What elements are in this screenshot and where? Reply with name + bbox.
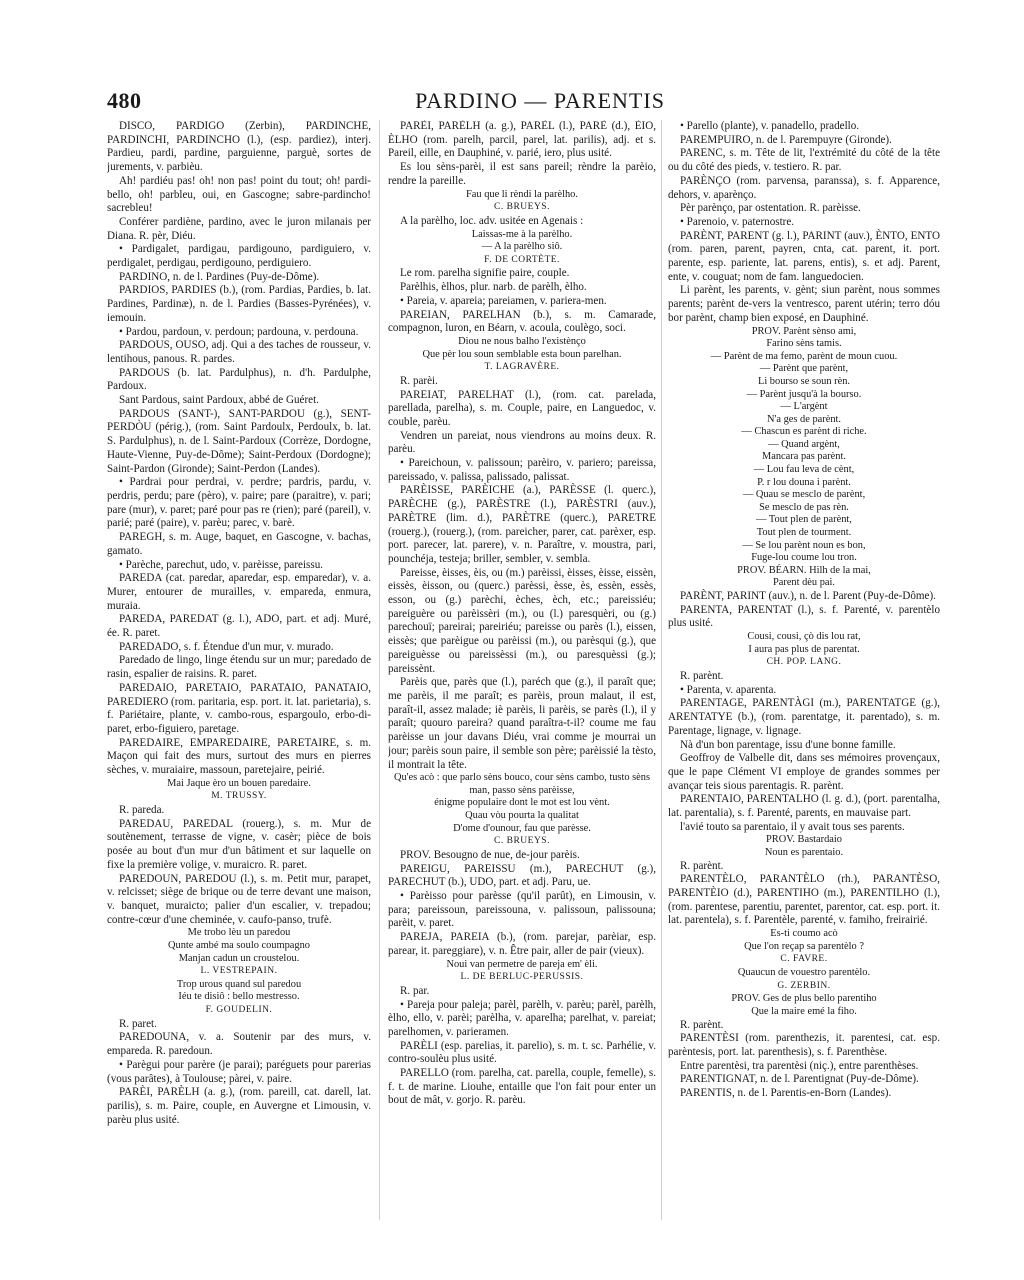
entries-block: [668, 670, 940, 834]
quote-source: L. DE BERLUC-PERUSSIS.: [460, 972, 584, 983]
dictionary-entry: PAREGH, s. m. Auge, baquet, en Gascogne, v. bachas, gamato.: [107, 531, 371, 557]
quote-line: Me trobo lèu un paredou: [187, 927, 291, 939]
dictionary-entry: PARÈISSE, PARÈICHE (a.), PARÈSSE (l. querc.), PARÈCHE (g.), PARÈSTRE (l.), PARÈSTRI (auv.), PARÈTRE (lim. d.), PARÈTRE (querc.), PARETRE (rouerg.), (rouerg.), (rom. pareicher, parer, cat. parèxer, esp. port. parecer, lat. parere), v. n. Paraître, v. moustra, pari, pounchéja, testeja; briller, sembler, v. sembla.: [388, 484, 656, 565]
quote-line: Diou ne nous balho l'existènço: [458, 335, 586, 347]
entries-block: [668, 860, 940, 929]
quote-line: Que la maire emé la fiho.: [751, 1005, 857, 1017]
quote-line: I aura pas plus de parentat.: [748, 643, 860, 655]
dictionary-entry: R. parènt.: [680, 859, 724, 872]
quote-line: — Lou fau leva de cènt,: [753, 464, 855, 476]
quote-source: T. LAGRAVÈRE.: [484, 362, 560, 373]
dictionary-entry: PARENTÈLO, PARANTÈLO (rh.), PARANTÈSO, PARENTÈIO (d.), PARENTIHO (m.), PARENTILHO (l.), (rom. parentese, parentiu, parentet, parentor, cat. esp. port. it. lat. parentela), s. f. Parentèle, parenté, v. famiho, freirairié.: [668, 873, 940, 927]
quote-block: [388, 810, 656, 835]
dictionary-entry: • Pardou, pardoun, v. perdoun; pardouna, v. perdouna.: [119, 325, 359, 338]
quote-line: Trop urous quand sul paredou: [176, 978, 302, 990]
quote-line: — L'argènt: [780, 401, 828, 413]
quote-block: [668, 967, 940, 980]
dictionary-entry: PARDIOS, PARDIES (b.), (rom. Pardias, Pardies, b. lat. Pardines, Pardinæ), n. de l. Pardies (Basses-Pyrénées), v. iemouin.: [107, 284, 371, 324]
quote-line: PROV. BÉARN. Hilh de la mai,: [737, 564, 871, 576]
quote-line: — Parènt jusqu'à la bourso.: [746, 388, 862, 400]
quote-line: Laissas-me à la parèlho.: [471, 228, 573, 240]
quote-block: [388, 959, 656, 972]
quote-block: [668, 351, 940, 565]
quote-block: [668, 928, 940, 953]
dictionary-entry: PARENTA, PARENTAT (l.), s. f. Parenté, v. parentèlo plus usité.: [668, 603, 940, 630]
dictionary-entry: R. parènt.: [680, 670, 724, 683]
dictionary-entry: Le rom. parelha signifie paire, couple.: [400, 267, 570, 280]
entries-block: [668, 1019, 940, 1101]
dictionary-entry: PAREDA, PAREDAT (g. l.), ADO, part. et adj. Muré, ée. R. paret.: [107, 613, 371, 640]
column-rule-right: [661, 120, 662, 1220]
quote-source: C. BRUEYS.: [494, 202, 550, 213]
column-3: [668, 120, 940, 1230]
dictionary-entry: Pareisse, èisses, èis, ou (m.) parèissi, èisses, èisse, eissèn, eissès, èisson, ou (querc.) parèssi, èsse, ès, essèn, essès, esson, ou (g.) parèchi, èches, èch, etc.; pareissiéu; pareiguère ou parèissèri (m.), ou (l.) paresquèri, ou (g.) parechouï; pareirai; pareiriéu; pareisse ou parès (l.), eissen, eissès; que parèigue ou parèissi (m.), ou parèsqui (g.), que pareiguèsse ou pareissèssi (m.), ou paresquèssi (g.); pareissènt.: [388, 566, 656, 675]
quote-line: Noun es parentaio.: [764, 847, 844, 859]
dictionary-entry: PAREDADO, s. f. Étendue d'un mur, v. murado.: [119, 640, 334, 653]
dictionary-entry: PROV. Besougno de nue, de-jour parèis.: [400, 848, 580, 861]
quote-line: — Se lou parènt noun es bon,: [742, 539, 866, 551]
quote-line: P. r lou douna i parènt.: [757, 476, 851, 488]
dictionary-entry: Conférer pardiène, pardino, avec le juron milanais per Diana. R. pèr, Diéu.: [107, 215, 371, 242]
quote-line: Li bourso se soun rèn.: [757, 375, 851, 387]
quote-source: G. ZERBIN.: [777, 980, 831, 991]
quote-line: Mai Jaque èro un bouen paredaire.: [167, 777, 311, 789]
dictionary-entry: Sant Pardous, saint Pardoux, abbé de Guéret.: [119, 394, 319, 407]
dictionary-entry: PAREDOUNA, v. a. Soutenir par des murs, v. empareda. R. paredoun.: [107, 1031, 371, 1058]
quote-line: N'a ges de parènt.: [767, 413, 841, 425]
dictionary-entry: l'avié touto sa parentaio, il y avait tous ses parents.: [680, 820, 905, 833]
entries-block: [388, 849, 656, 959]
running-head: PARDINO — PARENTIS: [415, 88, 665, 113]
quote-block: [388, 189, 656, 202]
dictionary-entry: • Pardigalet, pardigau, pardigouno, pardiguiero, v. perdigalet, perdigau, perdigouno, perdiguiero.: [107, 243, 371, 270]
quote-source: F. GOUDELIN.: [205, 1005, 273, 1016]
dictionary-entry: Parèlhis, èlhos, plur. narb. de parèlh, èlho.: [400, 281, 587, 294]
quote-line: Que l'on reçap sa parentèlo ?: [744, 940, 864, 952]
quote-line: Fau que li rèndi la parèlho.: [466, 188, 578, 200]
dictionary-entry: PARDOUS (b. lat. Pardulphus), n. d'h. Pardulphe, Pardoux.: [107, 366, 371, 393]
dictionary-entry: PARENC, s. m. Tête de lit, l'extrémité du côté de la tête ou du côté des pieds, v. testiero. R. par.: [668, 147, 940, 174]
dictionary-entry: PARENTAIO, PARENTALHO (l. g. d.), (port. parentalha, lat. parentalia), s. f. Parenté, parents, en mauvaise part.: [668, 793, 940, 820]
dictionary-entry: PAREJA, PAREIA (b.), (rom. parejar, parèiar, esp. parear, it. pareggiare), v. n. Être pair, aller de pair (vieux).: [388, 931, 656, 957]
quote-line: Farino sèns tamis.: [766, 338, 842, 350]
column-rule-left: [379, 120, 380, 1220]
quote-line: Que pèr lou soun semblable esta boun parelhan.: [422, 348, 622, 360]
page-number: 480: [107, 88, 142, 113]
dictionary-entry: PARÈNT, PARENT (g. l.), PARINT (auv.), ÈNTO, ENTO (rom. paren, parent, payren, cnta, cat. parent, it. port. parente, esp. pariente, lat. parens, entis), s. et adj. Parent, ente, v. couguat; nom de fam. languedocien.: [668, 229, 940, 283]
quote-block: [107, 979, 371, 1004]
quote-block: [388, 772, 656, 810]
quote-source: L. VESTREPAIN.: [200, 966, 278, 977]
entries-block: [388, 267, 656, 336]
dictionary-entry: PARÈI, PARÈLH (a. g.), (rom. pareill, cat. darell, lat. parilis), s. m. Paire, couple, en Auvergne et Limousin, v. parèu plus usité.: [107, 1086, 371, 1126]
quote-source: C. FAVRE.: [780, 954, 828, 965]
entries-block: [668, 120, 940, 326]
entries-block: [107, 804, 371, 927]
dictionary-entry: PAREMPUIRO, n. de l. Parempuyre (Gironde).: [680, 133, 892, 146]
quote-line: — Parènt de ma femo, parènt de moun cuou.: [710, 350, 898, 362]
quote-line: — A la parèlho siô.: [481, 241, 563, 253]
dictionary-entry: R. par.: [400, 984, 430, 997]
dictionary-entry: Parèis que, parès que (l.), paréch que (g.), il paraît que; me parèis, il me paraît; es parèis, proun malaut, il est, paraît-il, assez malade; iè parèis, li parèis, se parès (l.), il y paraît; quouro pareira? quand paraîtra-t-il? coume me fau parèisse un jour davans Diéu, vrai comme je mourrai un jour; parèis soun paire, il semble son père; parèissié la tèsto, il montrait la tête.: [388, 676, 656, 771]
dictionary-entry: Pèr parènço, par ostentation. R. parèisse.: [680, 202, 861, 215]
quote-line: Se mesclo de pas rèn.: [759, 501, 849, 513]
dictionary-entry: R. paret.: [119, 1017, 157, 1030]
quote-line: Cousi, cousi, çò dis lou rat,: [747, 631, 861, 643]
dictionary-entry: • Pardrai pour perdrai, v. perdre; pardris, pardu, v. perdris, perdu; pare (pèro), v. paire; pare (paraitre), v. pari; pare (mur), v. paret; paré pour pas re (rien); paré (pareil), v. parié; paré (paire), v. parèu; parec, v. barè.: [107, 476, 371, 530]
quote-line: D'ome d'ounour, fau que parèsse.: [453, 822, 591, 834]
dictionary-entry: Vendren un pareiat, nous viendrons au moins deux. R. parèu.: [388, 429, 656, 456]
dictionary-entry: DISCO, PARDIGO (Zerbin), PARDINCHE, PARDINCHI, PARDINCHO (l.), (esp. pardiez), interj. Pardieu, pardi, pardine, parguienne, parguè, sortes de jurements, v. parbièu.: [107, 120, 371, 174]
quote-block: [668, 326, 940, 351]
quote-source: C. BRUEYS.: [494, 836, 550, 847]
dictionary-entry: PARÈI, PARÈLH (a. g.), PARÈL (l.), PARÈ (d.), ÈIO, ÈLHO (rom. parelh, parcil, parel, lat. parilis), adj. et s. Pareil, eille, en Dauphiné, v. parié, iero, plus usité.: [388, 120, 656, 160]
dictionary-entry: PARÈLI (esp. parelias, it. parelio), s. m. t. sc. Parhélie, v. contro-soulèu plus usité.: [388, 1039, 656, 1066]
quote-line: PROV. Parènt sènso ami,: [751, 325, 857, 337]
dictionary-entry: PARENTIGNAT, n. de l. Parentignat (Puy-de-Dôme).: [680, 1073, 919, 1086]
dictionary-entry: Paredado de lingo, linge étendu sur un mur; paredado de rasin, espalier de raisins. R. paret.: [107, 654, 371, 681]
quote-line: Noui van permetre de pareja em' èli.: [446, 958, 598, 970]
dictionary-entry: A la parèlho, loc. adv. usitée en Agenais :: [400, 214, 584, 227]
dictionary-entry: Ah! pardiéu pas! oh! non pas! point du tout; oh! pardi-bello, oh! parbleu, oui, en Gascogne; sabre-pardincho! sacrebleu!: [107, 174, 371, 215]
quote-source: F. DE CORTÈTE.: [484, 254, 560, 265]
quote-line: Parent dèu pai.: [772, 577, 836, 589]
dictionary-entry: PARENTÈSI (rom. parenthezis, it. parentesi, cat. esp. parèntesis, port. lat. parenthesis), s. f. Parenthèse.: [668, 1032, 940, 1058]
dictionary-entry: PAREDAIO, PARETAIO, PARATAIO, PANATAIO, PAREDIERO (rom. paritaria, esp. port. it. lat. parietaria), s. f. Pariétaire, plante, v. cambo-rous, espargoulo, erbo-di-paret, erbo-figuiero, paretage.: [107, 681, 371, 735]
column-1: [107, 120, 371, 1230]
dictionary-entry: • Pareja pour paleja; parèl, parèlh, v. parèu; parèl, parèlh, èlho, ello, v. parèi; parèlha, v. aparelha; parelhat, v. pareiat; parelhomen, v. parieramen.: [388, 998, 656, 1038]
entries-block: [388, 215, 656, 229]
dictionary-entry: R. pareda.: [119, 804, 165, 817]
quote-line: Tout plen de tourment.: [756, 527, 852, 539]
quote-line: Es-ti coumo acò: [770, 928, 838, 940]
dictionary-entry: PAREIAT, PARELHAT (l.), (rom. cat. parelada, parellada, parelha), s. m. Couple, paire, en Languedoc, v. couble, parèu.: [388, 388, 656, 428]
quote-line: Fuge-lou coume lou tron.: [751, 552, 857, 564]
dictionary-entry: PAREIGU, PAREISSU (m.), PARECHUT (g.), PARECHUT (b.), UDO, part. et adj. Paru, ue.: [388, 862, 656, 889]
dictionary-entry: • Pareia, v. apareia; pareiamen, v. pariera-men.: [400, 294, 607, 307]
quote-line: Mancara pas parènt.: [762, 451, 846, 463]
dictionary-entry: • Parèisso pour parèsse (qu'il parût), en Limousin, v. para; pareissoun, pareissouna, v. palissoun, palissouna; parèit, v. paret.: [388, 889, 656, 930]
dictionary-entry: • Parello (plante), v. panadello, pradello.: [680, 120, 860, 132]
dictionary-entry: Geoffroy de Valbelle dit, dans ses mémoires provençaux, que le pape Clément VI employe de grandes sommes per avançar teis sious parentagis. R. parènt.: [668, 752, 940, 792]
quote-line: PROV. Bastardaio: [765, 834, 842, 846]
quote-block: [107, 927, 371, 965]
dictionary-entry: PAREIAN, PARELHAN (b.), s. m. Camarade, compagnon, luron, en Béarn, v. acoula, coulègo, soci.: [388, 308, 656, 335]
dictionary-entry: Li parènt, les parents, v. gènt; siun parènt, nous sommes parents; parènt de-vers la ventresco, parent utérin; terro dóu bor parènt, champ bien exposé, en Dauphiné.: [668, 284, 940, 324]
dictionary-entry: PARELLO (rom. parelha, cat. parella, couple, femelle), s. f. t. de marine. Liouhe, entaille que l'on fait pour enter un bout de mât, v. gorjo. R. parèu.: [388, 1067, 656, 1107]
entries-block: [107, 120, 371, 778]
entries-block: [388, 375, 656, 772]
dictionary-entry: PARÈNÇO (rom. parvensa, paranssa), s. f. Apparence, dehors, v. aparènço.: [668, 174, 940, 201]
quote-line: Manjan cadun un croustelou.: [178, 952, 300, 964]
dictionary-entry: PARDOUS, OUSO, adj. Qui a des taches de rousseur, v. lentihous, panous. R. pardes.: [107, 339, 371, 365]
quote-block: [107, 778, 371, 791]
dictionary-entry: • Pareichoun, v. palissoun; parèiro, v. pariero; pareissa, pareissado, v. palissa, palissado, palissat.: [388, 457, 656, 483]
quote-line: — Quau se mesclo de parènt,: [742, 489, 866, 501]
entries-block: [668, 590, 940, 631]
dictionary-entry: Es lou sèns-parèi, il est sans pareil; rèndre la parèio, rendre la pareille.: [388, 161, 656, 187]
quote-block: [668, 993, 940, 1018]
quote-block: [388, 336, 656, 361]
quote-source: CH. POP. LANG.: [766, 657, 842, 668]
quote-line: — Tout plen de parènt,: [756, 514, 852, 526]
dictionary-entry: R. parèi.: [400, 374, 438, 387]
quote-line: Iéu te disiô : bello mestresso.: [178, 991, 300, 1003]
dictionary-entry: PARENTAGE, PARENTÀGI (m.), PARENTATGE (g.), ARENTATYE (b.), (rom. parentatge, it. parentado), s. m. Parentage, lignage, v. lignage.: [668, 697, 940, 737]
quote-line: Qu'es acò : que parlo sèns bouco, cour sèns cambo, tusto sèns man, passo sèns parèisse,: [393, 772, 651, 796]
quote-source: M. TRUSSY.: [211, 791, 267, 802]
dictionary-entry: • Parenoio, v. paternostre.: [680, 215, 795, 228]
dictionary-entry: R. parènt.: [680, 1018, 724, 1031]
quote-line: PROV. Ges de plus bello parentiho: [731, 993, 877, 1005]
dictionary-entry: Nà d'un bon parentage, issu d'une bonne famille.: [680, 738, 896, 751]
column-2: [388, 120, 656, 1230]
dictionary-entry: • Parègui pour parère (je parai); paréguets pour parerias (vous parâtes), à Toulouse; pàrei, v. paire.: [107, 1058, 371, 1085]
quote-line: Quaucun de vouestro parentèlo.: [737, 967, 871, 979]
dictionary-entry: PARDOUS (SANT-), SANT-PARDOU (g.), SENT-PERDÒU (périg.), (rom. Saint Pardoulx, Perdoulx, b. lat. S. Pardulphus), n. de l. Saint-Pardoux (Corrèze, Dordogne, Haute-Vienne, Puy-de-Dôme); Saint-Perdoux (Dordogne); Saint-Pardon (Gironde); Saint-Perdon (Landes).: [107, 407, 371, 475]
quote-block: [668, 834, 940, 859]
dictionary-entry: PARDINO, n. de l. Pardines (Puy-de-Dôme).: [119, 270, 320, 283]
quote-line: — Parènt que parènt,: [759, 363, 849, 375]
quote-line: énigme populaire dont le mot est lou vènt.: [434, 797, 610, 809]
dictionary-entry: PAREDAU, PAREDAL (rouerg.), s. m. Mur de soutènement, terrasse de vigne, v. casèr; pièce de bois posée au bout d'un mur d'un bâtiment et sur laquelle on fixe la première volige, v. muraicro. R. paret.: [107, 817, 371, 871]
dictionary-entry: • Parenta, v. aparenta.: [680, 683, 777, 696]
dictionary-entry: PARÈNT, PARINT (auv.), n. de l. Parent (Puy-de-Dôme).: [680, 590, 936, 603]
dictionary-entry: • Parèche, parechut, udo, v. parèisse, pareissu.: [119, 558, 324, 571]
quote-block: [668, 631, 940, 656]
entries-block: [388, 985, 656, 1108]
entries-block: [388, 120, 656, 189]
dictionary-entry: Entre parentèsi, tra parentèsi (niç.), entre parenthèses.: [680, 1059, 919, 1072]
quote-block: [388, 229, 656, 254]
dictionary-entry: PARENTIS, n. de l. Parentis-en-Born (Landes).: [680, 1087, 892, 1100]
quote-line: — Chascun es parènt di riche.: [741, 426, 867, 438]
quote-line: Quau vòu pourta la qualitat: [465, 809, 579, 821]
dictionary-entry: PAREDOUN, PAREDOU (l.), s. m. Petit mur, parapet, v. relcisset; siège de brique ou de terre devant une maison, v. banquet, muraicto; palier d'un escalier, v. trepadou; contre-cœur d'une cheminée, v. caufo-panso, trufè.: [107, 872, 371, 926]
dictionary-entry: PAREDAIRE, EMPAREDAIRE, PARETAIRE, s. m. Maçon qui fait des murs, surtout des murs en pierres sèches, v. muraiaire, massoun, paretejaire, peirié.: [107, 736, 371, 777]
quote-line: Qunte ambé ma soulo coumpagno: [168, 939, 310, 951]
dictionary-entry: PAREDA (cat. paredar, aparedar, esp. emparedar), v. a. Murer, entourer de murailles, v. empareda, enmura, muraia.: [107, 572, 371, 612]
quote-block: [668, 565, 940, 590]
quote-line: — Quand argènt,: [768, 438, 840, 450]
entries-block: [107, 1018, 371, 1128]
